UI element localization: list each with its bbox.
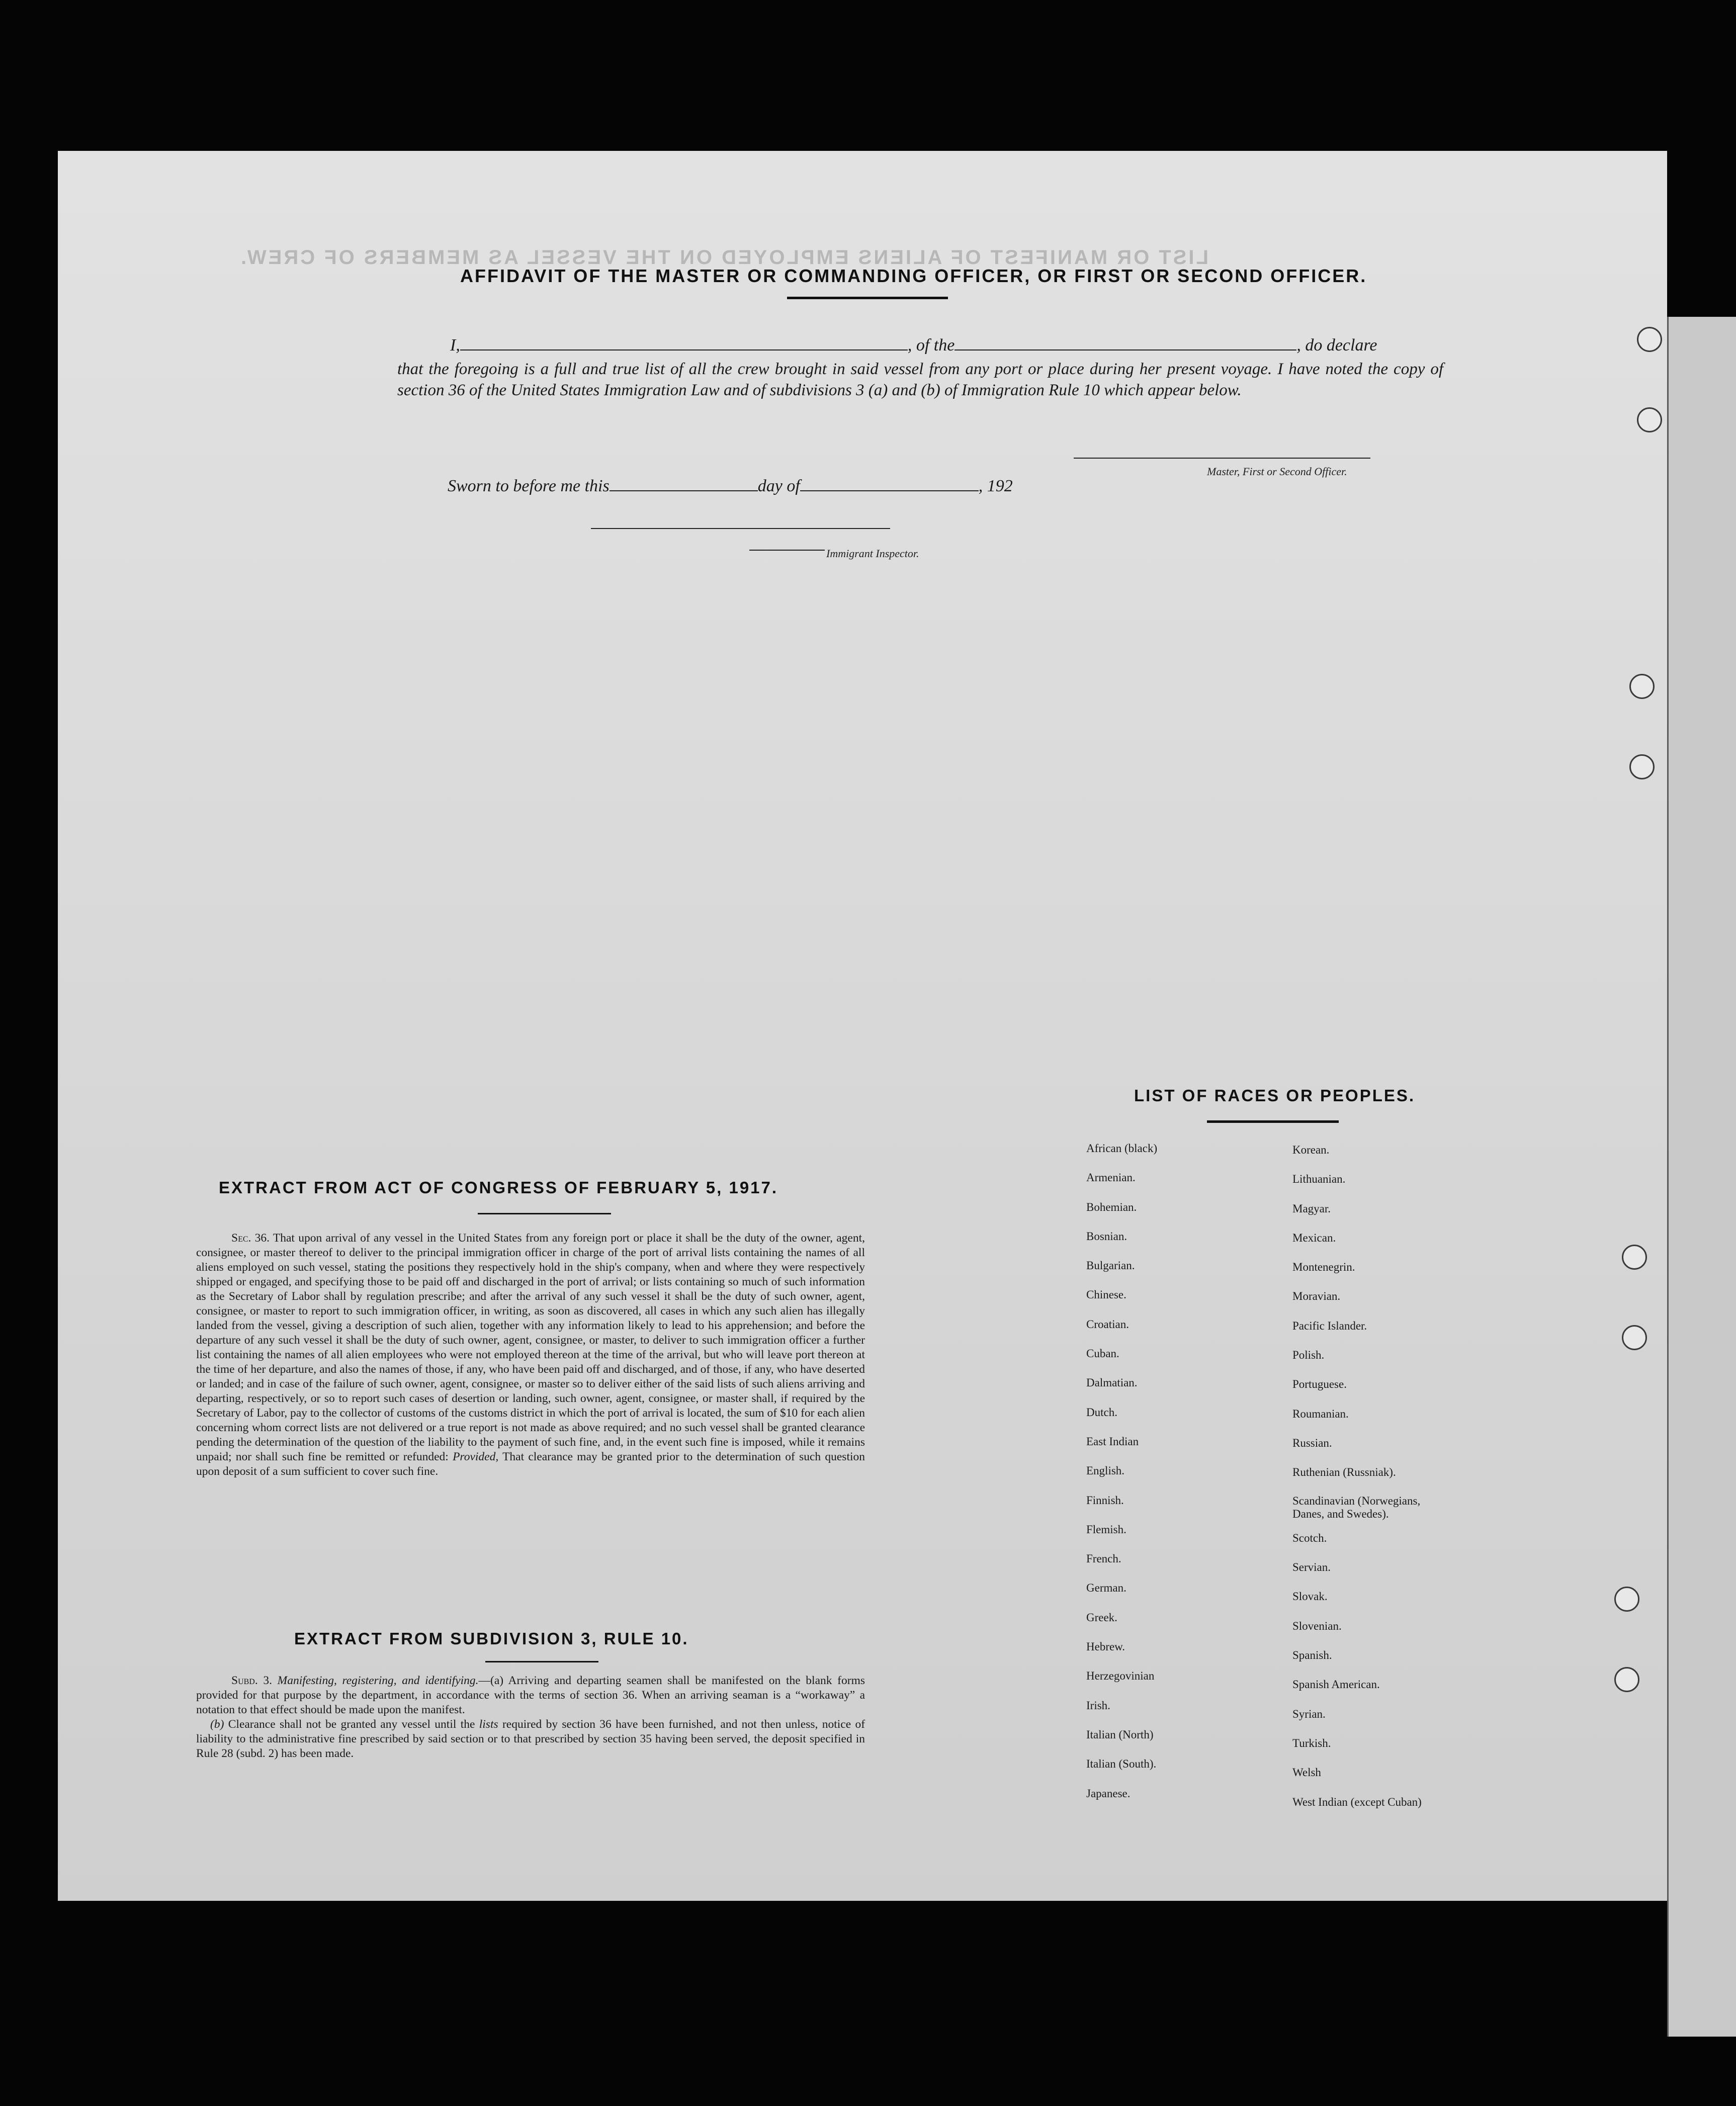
bleed-through-header: LIST OR MANIFEST OF ALIENS EMPLOYED ON THE VESSEL AS MEMBERS OF CREW.	[239, 246, 1208, 269]
races-left-column	[1086, 1134, 1157, 1808]
subd-heading: Manifesting, registering, and identifying.	[277, 1674, 479, 1687]
sworn-year: , 192	[978, 477, 1013, 495]
race-item: English.	[1086, 1464, 1125, 1477]
document-page	[58, 151, 1667, 1901]
section-36-text	[196, 1231, 865, 1479]
race-item: Spanish American.	[1292, 1678, 1380, 1691]
paragraph-a	[196, 1674, 865, 1717]
race-item: Polish.	[1292, 1349, 1325, 1362]
race-item: Chinese.	[1086, 1288, 1126, 1301]
master-caption: Master, First or Second Officer.	[1207, 465, 1347, 478]
declarant-middle: , of the	[907, 336, 955, 355]
subdivision-3-text	[196, 1674, 865, 1761]
master-signature-field[interactable]	[1074, 458, 1370, 459]
race-item: Dalmatian.	[1086, 1376, 1138, 1389]
sworn-line	[448, 477, 1013, 496]
race-item: Korean.	[1292, 1144, 1330, 1156]
affidavit-statement: that the foregoing is a full and true list of all the crew brought in said vessel from any port or place during her present voyage. I have noted the copy of section 36 of the United States Immigration Law and of subdivisions 3 (a) and (b) of Immigration Rule 10 which appear below.	[397, 360, 1443, 399]
para-a-marker: —(a)	[478, 1674, 504, 1687]
race-item: Spanish.	[1292, 1649, 1332, 1662]
race-item: Bulgarian.	[1086, 1259, 1135, 1272]
sworn-day-label: day of	[757, 477, 800, 495]
vessel-name-field[interactable]	[954, 349, 1296, 350]
para-b-marker: (b)	[210, 1718, 224, 1731]
race-item: Montenegrin.	[1292, 1261, 1355, 1274]
punch-hole	[1622, 1245, 1647, 1270]
race-item: Moravian.	[1292, 1290, 1341, 1303]
race-item: Roumanian.	[1292, 1407, 1349, 1420]
races-right-column	[1292, 1135, 1443, 1817]
subd-label: Subd. 3.	[231, 1674, 273, 1687]
race-item: Mexican.	[1292, 1231, 1336, 1244]
race-item: Scotch.	[1292, 1531, 1327, 1544]
race-item: Japanese.	[1086, 1787, 1131, 1800]
race-item: Turkish.	[1292, 1736, 1331, 1749]
race-item: Lithuanian.	[1292, 1173, 1346, 1186]
race-item: Cuban.	[1086, 1347, 1119, 1360]
race-item: West Indian (except Cuban)	[1292, 1795, 1422, 1808]
sworn-day-field[interactable]	[610, 490, 758, 491]
race-item: Slovak.	[1292, 1590, 1328, 1603]
race-item: Bohemian.	[1086, 1200, 1137, 1213]
underlying-page-edge	[1667, 317, 1736, 2037]
punch-hole	[1637, 327, 1662, 352]
act-title-rule	[478, 1213, 611, 1214]
race-item: Pacific Islander.	[1292, 1319, 1367, 1332]
sworn-prefix: Sworn to before me this	[448, 477, 610, 495]
race-item: Dutch.	[1086, 1406, 1117, 1419]
declarant-suffix: , do declare	[1296, 336, 1377, 355]
race-item: Hebrew.	[1086, 1640, 1125, 1653]
inspector-caption: Immigrant Inspector.	[826, 547, 919, 560]
race-item: Armenian.	[1086, 1171, 1136, 1184]
race-item: Welsh	[1292, 1766, 1321, 1779]
sworn-month-field[interactable]	[800, 490, 979, 491]
races-title: LIST OF RACES OR PEOPLES.	[1134, 1086, 1416, 1105]
punch-hole	[1637, 407, 1662, 432]
inspector-prefix-rule	[749, 550, 825, 551]
para-b-text-1: Clearance shall not be granted any vessel until the	[228, 1718, 475, 1731]
punch-hole	[1622, 1325, 1647, 1350]
race-item: German.	[1086, 1582, 1126, 1595]
inspector-signature-field[interactable]	[591, 528, 890, 529]
race-item: Herzegovinian	[1086, 1670, 1155, 1683]
race-item: Croatian.	[1086, 1318, 1129, 1331]
race-item: Magyar.	[1292, 1202, 1331, 1215]
race-item: Irish.	[1086, 1699, 1110, 1712]
punch-hole	[1629, 674, 1655, 699]
paragraph-b	[196, 1717, 865, 1761]
race-item: Italian (North)	[1086, 1728, 1154, 1741]
race-item: Servian.	[1292, 1561, 1331, 1574]
punch-hole	[1629, 754, 1655, 779]
section-body: That upon arrival of any vessel in the United States from any foreign port or place it shall be the duty of the owner, agent, consignee, or master thereof to deliver to the principal immigration officer in charge of the port of arrival lists containing the names of all aliens employed on such vessel, stating the positions they respectively hold in the ship's company, when and where they were respectively shipped or engaged, and specifying those to be paid off and discharged in the port of arrival; or lists containing so much of such information as the Secretary of Labor shall by regulation prescribe; and after the arrival of any such vessel it shall be the duty of such owner, agent, consignee, or master to report to such immigration officer, in writing, as soon as discovered, all cases in which any such alien has illegally landed from the vessel, giving a description of such alien, together with any information likely to lead to his apprehension; and before the departure of any such vessel it shall be the duty of such owner, agent, consignee, or master, to deliver to such immigration officer a further list containing the names of all alien employees who were not employed thereon at the time of the arrival, but who will leave port thereon at the time of her departure, and also the names of those, if any, who have been paid off and discharged, and of those, if any, who have deserted or landed; and in case of the failure of such owner, agent, consignee, or master so to deliver either of the said lists of such aliens arriving and departing, respectively, or so to report such cases of desertion or landing, such owner, agent, consignee, or master shall, if required by the Secretary of Labor, pay to the collector of customs of the customs district in which the port of arrival is located, the sum of $10 for each alien concerning whom correct lists are not delivered or a true report is not made as above required; and no such vessel shall be granted clearance pending the determination of the question of the liability to the payment of such fine, and, in the event such fine is imposed, while it remains unpaid; nor shall such fine be remitted or refunded:	[196, 1232, 865, 1463]
para-b-text-2: required by section 36 have been furnished, and not then unless, notice of liability to the administrative fine prescribed by said section or to that prescribed by section 35 having been served, the deposit specified in Rule 28 (subd. 2) has been made.	[196, 1718, 865, 1760]
title-rule	[787, 297, 948, 299]
punch-hole	[1614, 1667, 1639, 1692]
race-item: Flemish.	[1086, 1523, 1126, 1536]
affidavit-title: AFFIDAVIT OF THE MASTER OR COMMANDING OFFICER, OR FIRST OR SECOND OFFICER.	[460, 266, 1367, 286]
rule-extract-title: EXTRACT FROM SUBDIVISION 3, RULE 10.	[294, 1629, 689, 1648]
race-item: Finnish.	[1086, 1494, 1124, 1507]
race-item: Russian.	[1292, 1436, 1332, 1449]
race-item: French.	[1086, 1552, 1121, 1565]
section-label: Sec. 36.	[231, 1232, 270, 1245]
declarant-prefix: I,	[450, 336, 460, 355]
declarant-name-field[interactable]	[460, 349, 908, 350]
act-extract-title: EXTRACT FROM ACT OF CONGRESS OF FEBRUARY 5, 1917.	[219, 1178, 778, 1197]
race-item: Portuguese.	[1292, 1378, 1347, 1391]
race-item: Scandinavian (Norwegians, Danes, and Swedes).	[1292, 1494, 1421, 1520]
declaration-line	[450, 336, 1377, 355]
race-item: Ruthenian (Russniak).	[1292, 1466, 1396, 1479]
race-item: Italian (South).	[1086, 1758, 1157, 1771]
race-item: Bosnian.	[1086, 1230, 1127, 1243]
proviso-text: That clearance may be granted prior to the determination of such question upon deposit of a sum sufficient to cover such fine.	[196, 1450, 865, 1478]
race-item: Syrian.	[1292, 1707, 1326, 1720]
race-item: Greek.	[1086, 1611, 1117, 1624]
punch-hole	[1614, 1587, 1639, 1612]
para-b-lists: lists	[479, 1718, 498, 1731]
proviso-label: Provided,	[453, 1450, 499, 1463]
rule-title-rule	[485, 1661, 598, 1662]
para-a-text: Arriving and departing seamen shall be manifested on the blank forms provided for that purpose by the department, in accordance with the terms of section 36. When an arriving seaman is a “workaway” a notation to that effect should be made upon the manifest.	[196, 1674, 865, 1716]
race-item: East Indian	[1086, 1435, 1139, 1448]
race-item: African (black)	[1086, 1142, 1158, 1155]
races-title-rule	[1207, 1120, 1339, 1123]
race-item: Slovenian.	[1292, 1619, 1342, 1632]
